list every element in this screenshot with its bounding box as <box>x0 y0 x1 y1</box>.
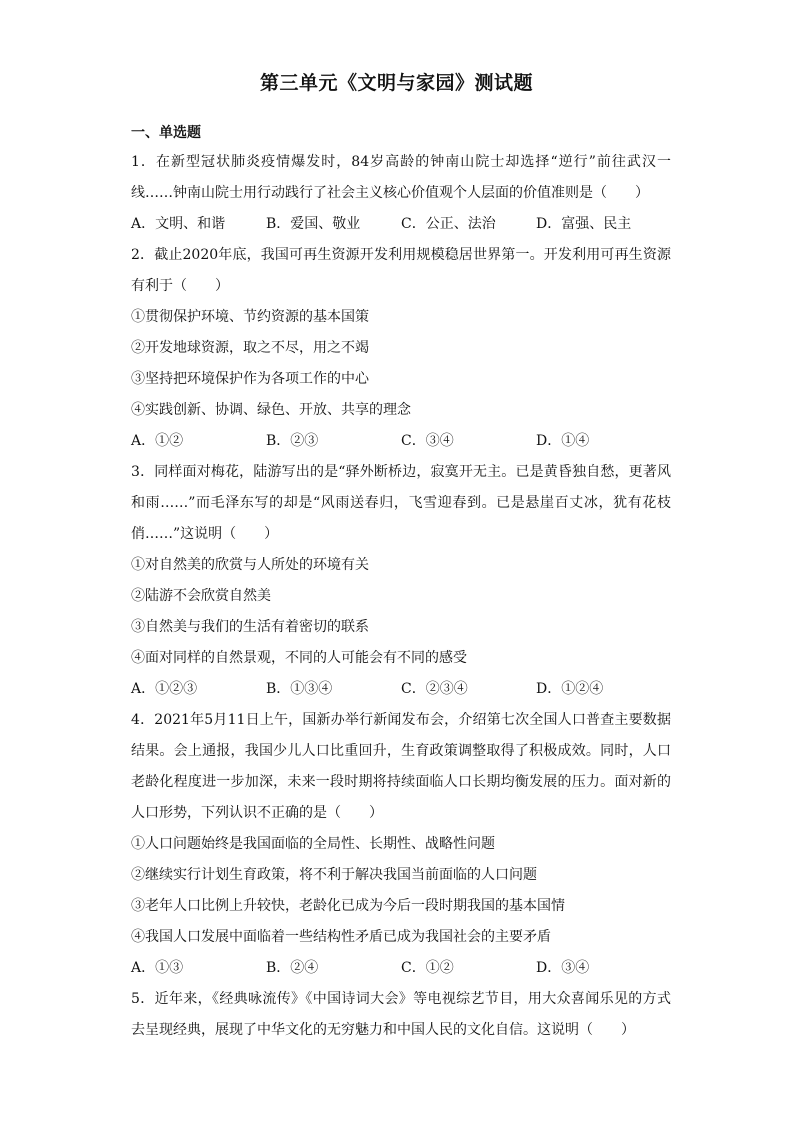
statement-1: ①贯彻保护环境、节约资源的基本国策 <box>131 309 369 325</box>
statement-3: ③老年人口比例上升较快，老龄化已成为今后一段时期我国的基本国情 <box>131 898 565 914</box>
statement-1: ①对自然美的欣赏与人所处的环境有关 <box>131 557 369 573</box>
choice-a: A．文明、和谐 <box>131 216 226 232</box>
question-stem: 4．2021年5月11日上午，国新办举行新闻发布会，介绍第七次全国人口普查主要数据结果。会上通报，我国少儿人口比重回升，生育政策调整取得了积极成效。同时，人口老龄化程度进一步加深，未来一段时期将持续面临人口长期均衡发展的压力。面对新的人口形势，下列认识不正确的是（ ） <box>131 712 671 821</box>
statement-2: ②开发地球资源，取之不尽，用之不竭 <box>131 340 369 356</box>
choice-c: C．③④ <box>401 433 454 449</box>
choice-d: D．③④ <box>536 960 590 976</box>
statement-2: ②陆游不会欣赏自然美 <box>131 588 271 604</box>
question-2 <box>131 240 671 457</box>
choice-b: B．②③ <box>266 433 319 449</box>
choice-a: A．①②③ <box>131 681 198 697</box>
statement-1: ①人口问题始终是我国面临的全局性、长期性、战略性问题 <box>131 836 495 852</box>
question-4 <box>131 705 671 984</box>
answer-choices <box>131 209 671 240</box>
choice-b: B．①③④ <box>266 681 333 697</box>
question-1 <box>131 147 671 240</box>
choice-d: D．富强、民主 <box>536 216 632 232</box>
statement-4: ④我国人口发展中面临着一些结构性矛盾已成为我国社会的主要矛盾 <box>131 929 551 945</box>
answer-choices <box>131 674 671 705</box>
question-list <box>131 120 671 1046</box>
statement-4: ④实践创新、协调、绿色、开放、共享的理念 <box>131 402 411 418</box>
choice-d: D．①④ <box>536 433 590 449</box>
question-stem: 5．近年来，《经典咏流传》《中国诗词大会》等电视综艺节目，用大众喜闻乐见的方式去呈现经典，展现了中华文化的无穷魅力和中国人民的文化自信。这说明（ ） <box>131 991 671 1038</box>
choice-a: A．①③ <box>131 960 184 976</box>
statement-3: ③坚持把环境保护作为各项工作的中心 <box>131 371 369 387</box>
choice-b: B．②④ <box>266 960 319 976</box>
question-stem: 3．同样面对梅花，陆游写出的是“驿外断桥边，寂寞开无主。已是黄昏独自愁，更著风和雨……”而毛泽东写的却是“风雨送春归，飞雪迎春到。已是悬崖百丈冰，犹有花枝俏……”这说明（ ） <box>131 464 671 542</box>
statement-3: ③自然美与我们的生活有着密切的联系 <box>131 619 369 635</box>
choice-d: D．①②④ <box>536 681 604 697</box>
question-5 <box>131 984 671 1046</box>
statement-2: ②继续实行计划生育政策，将不利于解决我国当前面临的人口问题 <box>131 867 537 883</box>
statement-4: ④面对同样的自然景观，不同的人可能会有不同的感受 <box>131 650 467 666</box>
answer-choices <box>131 953 671 984</box>
answer-choices <box>131 426 671 457</box>
choice-a: A．①② <box>131 433 184 449</box>
page-title: 第三单元《文明与家园》测试题 <box>259 72 533 94</box>
question-stem: 1．在新型冠状肺炎疫情爆发时，84岁高龄的钟南山院士却选择“逆行”前往武汉一线……钟南山院士用行动践行了社会主义核心价值观个人层面的价值准则是（ ） <box>131 154 671 201</box>
choice-c: C．①② <box>401 960 454 976</box>
question-3 <box>131 457 671 705</box>
choice-c: C．②③④ <box>401 681 468 697</box>
section-heading: 一、单选题 <box>131 125 201 141</box>
choice-b: B．爱国、敬业 <box>266 216 361 232</box>
choice-c: C．公正、法治 <box>401 216 496 232</box>
question-stem: 2．截止2020年底，我国可再生资源开发利用规模稳居世界第一。开发利用可再生资源有利于（ ） <box>131 247 671 294</box>
